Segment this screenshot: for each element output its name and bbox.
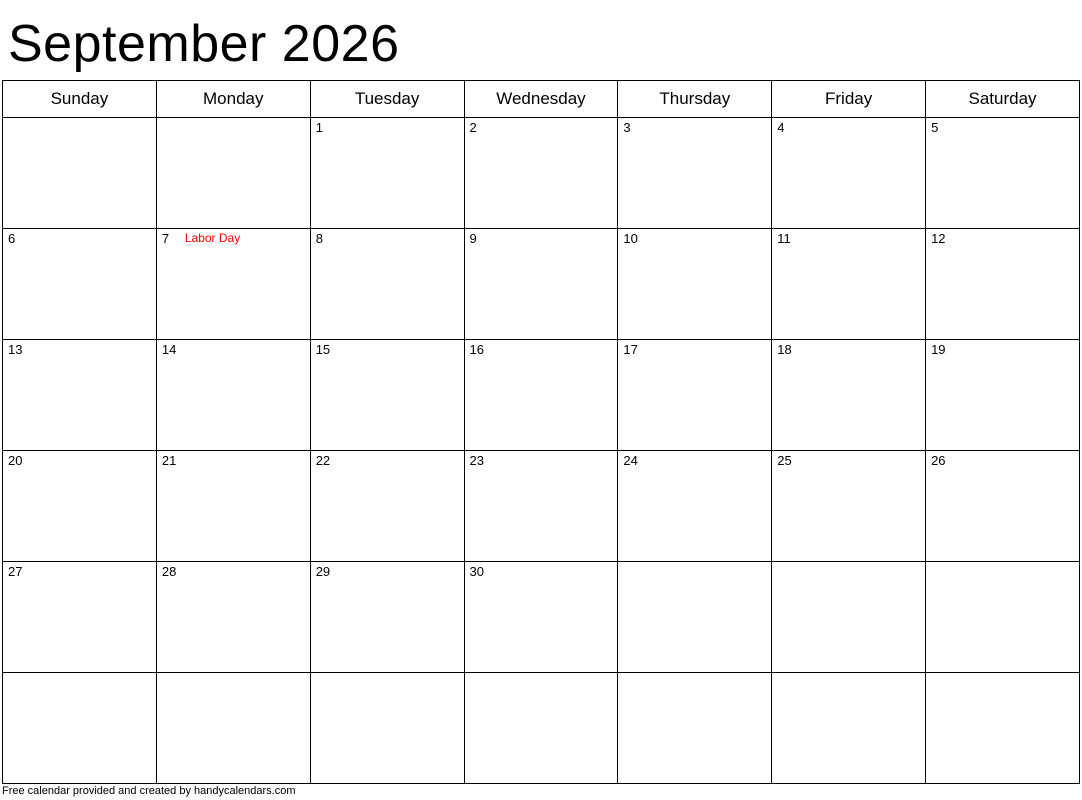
calendar-week-row <box>3 673 1080 784</box>
day-number: 9 <box>469 231 477 246</box>
day-number: 22 <box>315 453 331 468</box>
calendar-week-row <box>3 229 1080 340</box>
day-number: 29 <box>315 564 331 579</box>
calendar-body <box>3 118 1080 784</box>
day-cell[interactable] <box>464 673 618 784</box>
day-cell[interactable] <box>926 229 1080 340</box>
day-cell[interactable] <box>618 451 772 562</box>
day-cell[interactable] <box>464 229 618 340</box>
day-number: 15 <box>315 342 331 357</box>
day-number: 30 <box>469 564 484 579</box>
day-cell[interactable] <box>926 562 1080 673</box>
day-cell[interactable] <box>3 340 157 451</box>
day-number: 4 <box>777 120 785 135</box>
weekday-header-friday: Friday <box>772 81 926 118</box>
day-cell[interactable] <box>3 562 157 673</box>
day-number: 28 <box>161 564 177 579</box>
day-number: 26 <box>931 453 946 468</box>
day-cell[interactable] <box>464 118 618 229</box>
weekday-header-wednesday: Wednesday <box>464 81 618 118</box>
day-number: 1 <box>315 120 323 135</box>
day-cell[interactable] <box>310 118 464 229</box>
day-cell[interactable] <box>618 562 772 673</box>
day-number: 14 <box>161 342 177 357</box>
day-cell[interactable] <box>156 229 310 340</box>
calendar-table <box>2 80 1080 784</box>
weekday-header-sunday: Sunday <box>3 81 157 118</box>
day-number: 6 <box>8 231 16 246</box>
day-cell[interactable] <box>310 451 464 562</box>
day-cell[interactable] <box>3 229 157 340</box>
day-cell[interactable] <box>310 229 464 340</box>
day-cell[interactable] <box>310 673 464 784</box>
weekday-header-thursday: Thursday <box>618 81 772 118</box>
day-number: 19 <box>931 342 946 357</box>
day-cell[interactable] <box>310 562 464 673</box>
footer-credit: Free calendar provided and created by handycalendars.com <box>2 784 296 797</box>
day-number: 8 <box>315 231 323 246</box>
day-cell[interactable] <box>926 673 1080 784</box>
day-number: 2 <box>469 120 477 135</box>
day-number: 21 <box>161 453 177 468</box>
day-cell[interactable] <box>772 340 926 451</box>
day-cell[interactable] <box>464 340 618 451</box>
day-cell[interactable] <box>3 451 157 562</box>
day-cell[interactable] <box>618 673 772 784</box>
day-number: 20 <box>8 453 23 468</box>
day-cell[interactable] <box>618 118 772 229</box>
day-cell[interactable] <box>310 340 464 451</box>
day-cell[interactable] <box>464 451 618 562</box>
page-title: September 2026 <box>8 15 400 73</box>
day-number: 10 <box>623 231 638 246</box>
day-event: Labor Day <box>184 231 241 245</box>
day-number: 12 <box>931 231 946 246</box>
day-cell[interactable] <box>156 451 310 562</box>
day-cell[interactable] <box>156 562 310 673</box>
day-number: 3 <box>623 120 631 135</box>
day-number: 11 <box>777 231 791 246</box>
weekday-header-tuesday: Tuesday <box>310 81 464 118</box>
day-number: 27 <box>8 564 23 579</box>
day-cell[interactable] <box>772 673 926 784</box>
day-cell[interactable] <box>156 118 310 229</box>
day-number: 24 <box>623 453 638 468</box>
day-number: 5 <box>931 120 939 135</box>
calendar-week-row <box>3 451 1080 562</box>
day-cell[interactable] <box>156 340 310 451</box>
day-cell[interactable] <box>772 562 926 673</box>
calendar-week-row <box>3 562 1080 673</box>
calendar-week-row <box>3 340 1080 451</box>
weekday-header-row <box>3 81 1080 118</box>
day-cell[interactable] <box>772 451 926 562</box>
weekday-header-monday: Monday <box>156 81 310 118</box>
day-number: 23 <box>469 453 484 468</box>
day-cell[interactable] <box>772 229 926 340</box>
day-cell[interactable] <box>926 340 1080 451</box>
day-cell[interactable] <box>926 118 1080 229</box>
day-number: 13 <box>8 342 23 357</box>
day-number: 17 <box>623 342 638 357</box>
day-number: 25 <box>777 453 792 468</box>
day-cell[interactable] <box>618 340 772 451</box>
day-cell[interactable] <box>3 673 157 784</box>
day-cell[interactable] <box>156 673 310 784</box>
day-cell[interactable] <box>926 451 1080 562</box>
day-number: 18 <box>777 342 792 357</box>
calendar-week-row <box>3 118 1080 229</box>
weekday-header-saturday: Saturday <box>926 81 1080 118</box>
day-cell[interactable] <box>464 562 618 673</box>
day-number: 16 <box>469 342 484 357</box>
day-number: 7 <box>161 231 170 246</box>
day-cell[interactable] <box>618 229 772 340</box>
day-cell[interactable] <box>3 118 157 229</box>
day-cell[interactable] <box>772 118 926 229</box>
